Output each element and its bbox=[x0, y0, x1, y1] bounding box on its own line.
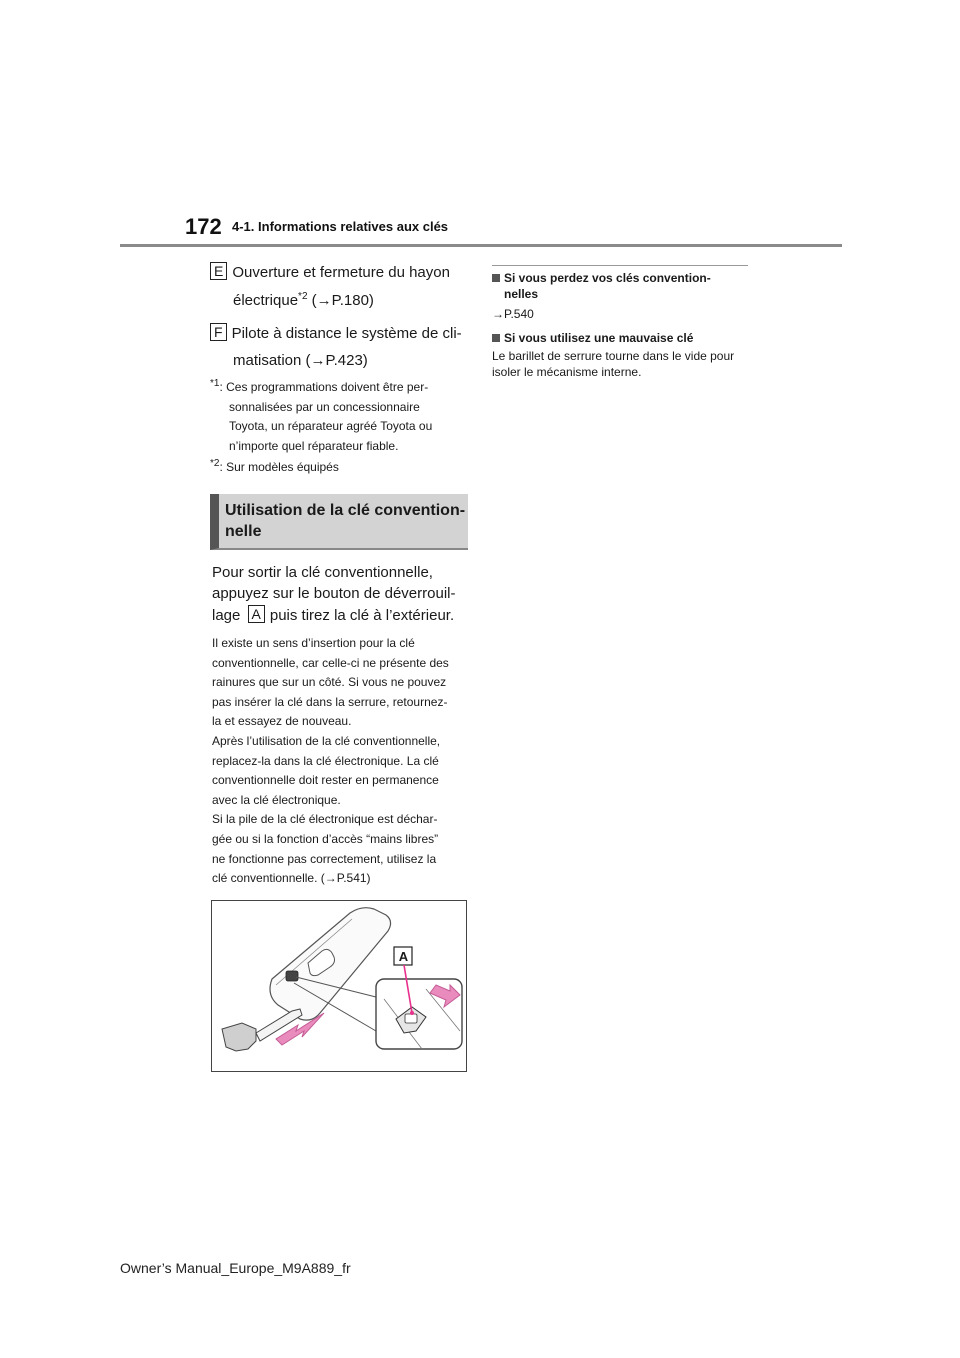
right-heading-2-text: Si vous utilisez une mauvaise clé bbox=[504, 331, 694, 345]
square-bullet-icon bbox=[492, 274, 500, 282]
lead-line3 bbox=[212, 604, 472, 627]
list-item-e-line1: Ouverture et fermeture du hayon bbox=[232, 264, 450, 281]
footnote-1-line: Toyota, un réparateur agréé Toyota ou bbox=[229, 419, 433, 433]
key-illustration bbox=[211, 900, 467, 1072]
right-heading-1-line2: nelles bbox=[504, 287, 539, 301]
section-title: 4-1. Informations relatives aux clés bbox=[232, 219, 449, 234]
footnote-1 bbox=[210, 374, 472, 456]
body-line: avec la clé électronique. bbox=[212, 792, 341, 807]
body-paragraph bbox=[212, 634, 468, 889]
section-heading bbox=[210, 494, 468, 550]
footnote-1-line: : Ces programmations doivent être per- bbox=[219, 380, 429, 394]
footer-document-id: Owner’s Manual_Europe_M9A889_fr bbox=[120, 1260, 351, 1276]
lead-line2: appuyez sur le bouton de déverrouil- bbox=[212, 585, 456, 602]
key-diagram bbox=[212, 901, 467, 1072]
header-divider bbox=[120, 244, 842, 247]
list-item-f bbox=[210, 323, 462, 342]
list-item-e-line2-text: électrique bbox=[233, 292, 299, 309]
body-line: replacez-la dans la clé électronique. La clé bbox=[212, 753, 439, 768]
footnote-ref-2: *2 bbox=[298, 291, 308, 302]
page-number: 172 bbox=[185, 214, 222, 239]
right-heading-2 bbox=[492, 330, 752, 346]
page-ref-180: (→P.180) bbox=[307, 292, 374, 309]
callout-marker-a: A bbox=[248, 605, 265, 623]
square-bullet-icon bbox=[492, 334, 500, 342]
callout-marker-f: F bbox=[210, 323, 227, 341]
lead-line3-prefix: lage bbox=[212, 607, 241, 624]
right-paragraph bbox=[492, 348, 754, 380]
list-item-f-line2: matisation (→P.423) bbox=[233, 352, 368, 369]
right-paragraph-line: Le barillet de serrure tourne dans le vide pour bbox=[492, 349, 735, 363]
body-line: pas insérer la clé dans la serrure, retournez- bbox=[212, 694, 448, 709]
right-heading-1-line1: Si vous perdez vos clés convention- bbox=[504, 271, 711, 285]
body-line: Si la pile de la clé électronique est déchar- bbox=[212, 812, 438, 827]
figure-label-a: A bbox=[398, 949, 409, 964]
body-line: conventionnelle doit rester en permanence bbox=[212, 773, 439, 788]
footnote-2 bbox=[210, 454, 339, 478]
body-line: la et essayez de nouveau. bbox=[212, 714, 352, 729]
list-item-f-line1: Pilote à distance le système de cli- bbox=[231, 325, 462, 342]
list-item-e-cont bbox=[210, 291, 374, 309]
body-line: rainures que sur un côté. Si vous ne pouvez bbox=[212, 675, 447, 690]
page-ref-540: →P.540 bbox=[492, 307, 534, 321]
right-heading-1 bbox=[492, 270, 752, 302]
body-line: Après l’utilisation de la clé conventionnelle, bbox=[212, 733, 441, 748]
footnote-2-line: : Sur modèles équipés bbox=[219, 460, 339, 474]
body-line: conventionnelle, car celle-ci ne présente des bbox=[212, 655, 449, 670]
section-heading-line2: nelle bbox=[225, 523, 262, 540]
body-line: clé conventionnelle. (→P.541) bbox=[212, 871, 371, 886]
lead-line1: Pour sortir la clé conventionnelle, bbox=[212, 564, 433, 581]
body-line: gée ou si la fonction d’accès “mains libres” bbox=[212, 831, 439, 846]
right-paragraph-line: isoler le mécanisme interne. bbox=[492, 365, 642, 379]
body-line: Il existe un sens d’insertion pour la clé bbox=[212, 636, 415, 650]
section-heading-line1: Utilisation de la clé convention- bbox=[225, 502, 466, 519]
callout-marker-e: E bbox=[210, 262, 227, 280]
footnote-1-line: sonnalisées par un concessionnaire bbox=[229, 399, 420, 414]
lead-line3-suffix: puis tirez la clé à l’extérieur. bbox=[269, 607, 455, 624]
footnote-mark-2: *2 bbox=[210, 458, 220, 469]
footnote-mark-1: *1 bbox=[210, 378, 220, 389]
body-line: ne fonctionne pas correctement, utilisez la bbox=[212, 851, 437, 866]
right-column-rule bbox=[492, 265, 748, 266]
list-item-e bbox=[210, 262, 450, 281]
footnote-1-line: n’importe quel réparateur fiable. bbox=[229, 438, 399, 453]
